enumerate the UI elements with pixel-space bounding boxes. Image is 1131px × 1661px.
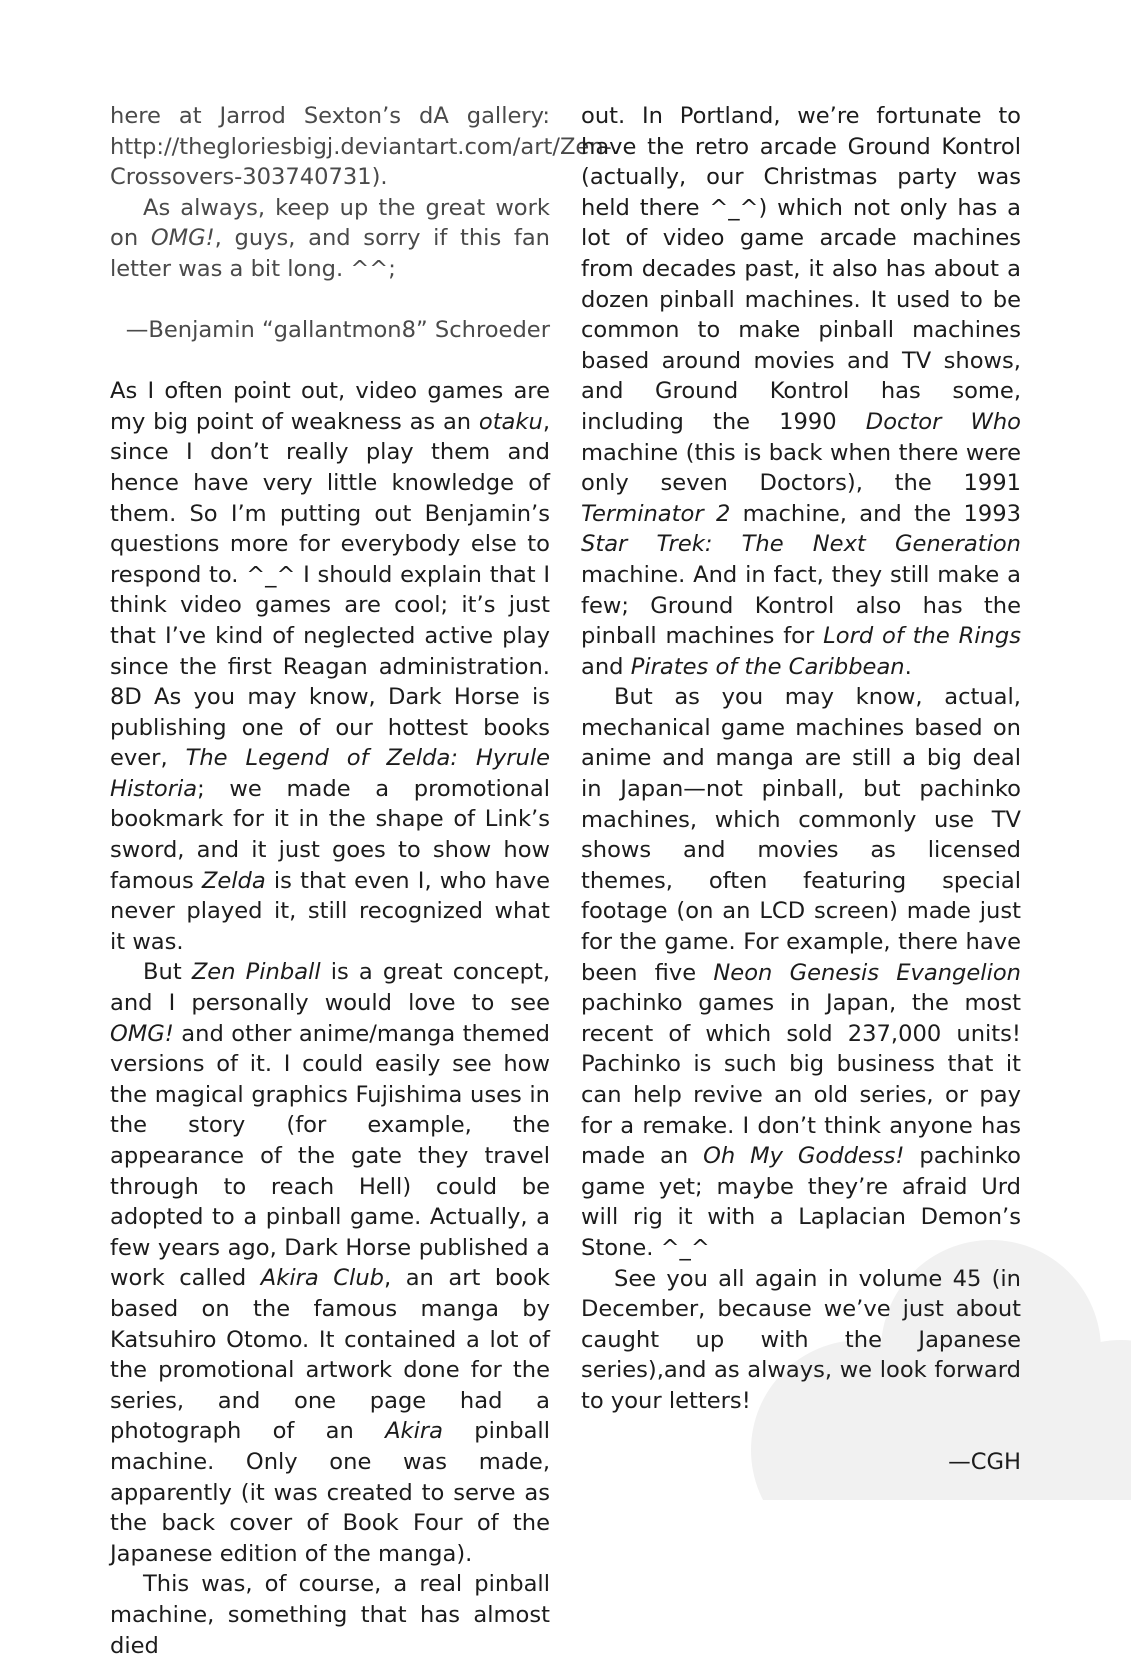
italic-title: Doctor Who — [865, 408, 1021, 435]
italic-title: Oh My Goddess! — [703, 1143, 905, 1170]
italic-title: otaku — [478, 408, 543, 435]
text-run: . — [904, 653, 912, 680]
text-run: , since I don’t really play them and hence have very little knowledge of them. So I’m putting out Benjamin’s questions more for everybody else to respond to. ^_^ I should explain that I think video games are cool; it’s just that I’ve kind of neglected active play since the first Reagan administration. 8D As you may know, Dark Horse is publishing one of our hottest books ever, — [110, 408, 550, 772]
italic-title: OMG! — [150, 225, 215, 252]
italic-title: Pirates of the Caribbean — [630, 653, 905, 680]
italic-title: Akira Club — [260, 1265, 384, 1292]
italic-title: Terminator 2 — [581, 500, 731, 527]
text-run: is a great concept, and I personally would love to see — [110, 959, 550, 1017]
text-run: , an art book based on the famous manga by Katsuhiro Otomo. It contained a lot of the promotional artwork done for the series, and one page had a photograph of an — [110, 1265, 550, 1445]
text-run: But — [143, 959, 192, 986]
text-run: is that even I, who have never played it, still recognized what it was. — [110, 867, 551, 955]
italic-title: The Legend of Zelda: Hyrule Historia — [110, 745, 550, 802]
text-run: As I often point out, video games are my big point of weakness as an — [110, 378, 550, 435]
italic-title: Akira — [385, 1418, 444, 1445]
text-run: pachinko game yet; maybe they’re afraid Urd will rig it with a Laplacian Demon’s Stone. ^_^ — [581, 1143, 1021, 1261]
text-run: ; we made a promotional bookmark for it in the shape of Link’s sword, and it just goes to show how famous — [110, 775, 550, 894]
right-paragraph-2 — [581, 682, 1021, 1263]
right-paragraph-3 — [581, 1264, 1021, 1417]
italic-title: Lord of the Rings — [823, 623, 1021, 650]
right-paragraph-1 — [581, 101, 1021, 682]
italic-title: Star Trek: The Next Generation — [581, 531, 1021, 558]
right-column — [581, 101, 1021, 1477]
letter-paragraph-2 — [110, 193, 550, 285]
italic-title: Neon Genesis Evangelion — [713, 959, 1021, 986]
italic-title: OMG! — [110, 1020, 174, 1047]
text-run: , guys, and sorry if this fan letter was a bit long. ^^; — [110, 225, 550, 282]
italic-title: Zelda — [201, 867, 266, 894]
editor-signature: —CGH — [948, 1448, 1021, 1475]
letter-paragraph-1: here at Jarrod Sexton’s dA gallery: http://thegloriesbigj.deviantart.com/art/Zen-Crossovers-303740731). — [110, 103, 612, 191]
reply-paragraph-3 — [110, 1569, 550, 1661]
left-column — [110, 101, 612, 1661]
text-run: machine, and the 1993 — [730, 500, 1021, 527]
letter-signature: —Benjamin “gallantmon8” Schroeder — [125, 316, 550, 343]
text-run: machine. And in fact, they still make a few; Ground Kontrol also has the pinball machines for — [581, 561, 1021, 650]
text-run: As always, keep up the great work on — [110, 194, 550, 252]
italic-title: Zen Pinball — [191, 959, 321, 986]
text-run: out. In Portland, we’re fortunate to have the retro arcade Ground Kontrol (actually, our Christmas party was held there ^_^) which not only has a lot of video game arcade machines from decades past, it also has about a dozen pinball machines. It used to be common to make pinball machines based around movies and TV shows, and Ground Kontrol has some, including the 1990 — [581, 103, 1021, 435]
text-run: See you all again in volume 45 (in December, because we’ve just about caught up with the Japanese series),and as always, we look forward to your letters! — [581, 1265, 1021, 1414]
reply-paragraph-2 — [110, 957, 550, 1569]
text-run: and — [581, 653, 631, 680]
text-run: But as you may know, actual, mechanical game machines based on anime and manga are still a big deal in Japan—not pinball, but pachinko machines, which commonly use TV shows and movies as licensed themes, often featuring special footage (on an LCD screen) made just for the game. For example, there have been five — [581, 684, 1021, 986]
text-run: machine (this is back when there were only seven Doctors), the 1991 — [581, 439, 1021, 497]
text-run: pinball machine. Only one was made, apparently (it was created to serve as the back cover of Book Four of the Japanese edition of the manga). — [110, 1418, 550, 1567]
text-run: and other anime/manga themed versions of it. I could easily see how the magical graphics Fujishima uses in the story (for example, the appearance of the gate they travel through to reach Hell) could be adopted to a pinball game. Actually, a few years ago, Dark Horse published a work called — [110, 1020, 550, 1292]
reply-paragraph-1 — [110, 376, 550, 957]
text-run: This was, of course, a real pinball machine, something that has almost died — [110, 1571, 550, 1659]
text-run: pachinko games in Japan, the most recent of which sold 237,000 units! Pachinko is such big business that it can help revive an old series, or pay for a remake. I don’t think anyone has made an — [581, 990, 1021, 1170]
